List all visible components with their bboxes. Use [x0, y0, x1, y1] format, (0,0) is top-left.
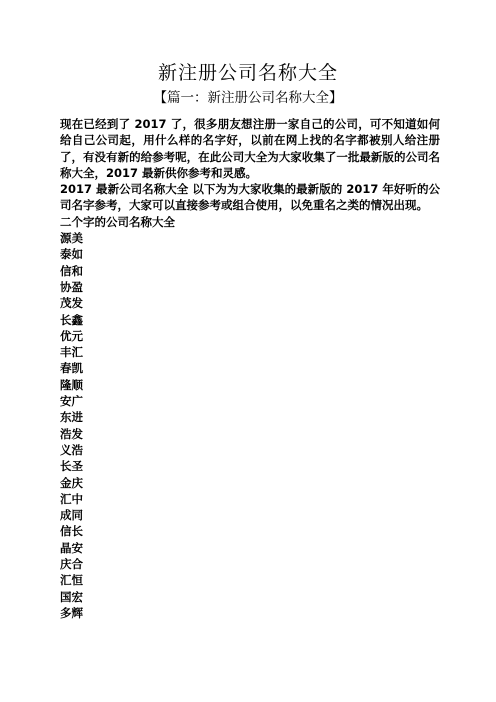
- list-item: 长鑫: [60, 312, 83, 327]
- list-item: 安广: [60, 394, 83, 409]
- list-item: 春凯: [60, 361, 83, 376]
- intro-paragraph: 现在已经到了 2017 了，很多朋友想注册一家自己的公司，可不知道如何给自己公司起，用什么样的名字好，以前在网上找的名字都被别人给注册了，有没有新的给参考呢，在此公司大全为大家收集了一批最新版的公司名称大全，2017 最新供你参考和灵感。: [60, 117, 440, 180]
- names-heading: 二个字的公司名称大全: [60, 214, 175, 229]
- list-item: 茂发: [60, 296, 83, 311]
- list-item: 信和: [60, 263, 83, 278]
- list-item: 丰汇: [60, 345, 83, 360]
- list-item: 优元: [60, 328, 83, 343]
- list-item: 长圣: [60, 459, 83, 474]
- list-item: 成同: [60, 508, 83, 523]
- list-item: 协盈: [60, 279, 83, 294]
- list-item: 国宏: [60, 589, 83, 604]
- list-item: 浩发: [60, 426, 83, 441]
- intro-paragraph-2: 2017 最新公司名称大全 以下为为大家收集的最新版的 2017 年好听的公司名字参考，大家可以直接参考或组合使用，以免重名之类的情况出现。: [60, 182, 440, 213]
- list-item: 信长: [60, 524, 83, 539]
- company-name-list: [60, 230, 440, 621]
- list-item: 汇恒: [60, 573, 83, 588]
- list-item: 源美: [60, 231, 83, 246]
- list-item: 多辉: [60, 605, 83, 620]
- list-item: 庆合: [60, 557, 83, 572]
- list-item: 晶安: [60, 540, 83, 555]
- list-item: 泰如: [60, 247, 83, 262]
- list-item: 东进: [60, 410, 83, 425]
- page-title: 新注册公司名称大全: [157, 62, 338, 84]
- list-item: 金庆: [60, 475, 83, 490]
- document-body: [60, 116, 440, 621]
- list-item: 义浩: [60, 442, 83, 457]
- list-item: 汇中: [60, 491, 83, 506]
- list-item: 隆顺: [60, 377, 83, 392]
- section-subtitle: 【篇一：新注册公司名称大全】: [153, 90, 343, 106]
